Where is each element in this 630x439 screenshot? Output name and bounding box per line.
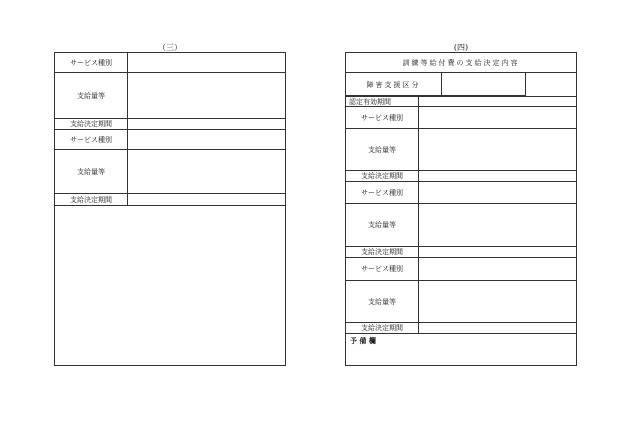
right-service-type-row-1 — [346, 107, 576, 129]
right-form-panel — [345, 52, 577, 366]
right-service-type-row-2 — [346, 182, 576, 204]
right-service-type-row-3 — [346, 258, 576, 281]
right-amount-row-2 — [346, 204, 576, 247]
left-form-panel — [54, 52, 286, 366]
right-amount-row-1 — [346, 129, 576, 171]
period-label: 支給決定期間 — [361, 324, 403, 332]
service-type-label: サービス種別 — [70, 58, 112, 67]
left-period-row-2 — [55, 194, 285, 206]
remarks-label: 予 備 欄 — [350, 336, 376, 345]
left-amount-row-2 — [55, 150, 285, 194]
right-amount-row-3 — [346, 281, 576, 323]
disability-class-label: 障害支援区分 — [366, 80, 421, 89]
amount-label: 支給量等 — [368, 221, 396, 229]
amount-label: 支給量等 — [368, 145, 396, 154]
cert-period-row — [346, 96, 576, 107]
amount-label: 支給量等 — [77, 167, 105, 176]
period-label: 支給決定期間 — [70, 120, 112, 128]
right-period-row-3 — [346, 323, 576, 334]
service-type-label: サービス種別 — [70, 135, 112, 144]
amount-label: 支給量等 — [368, 297, 396, 306]
left-service-type-row-1 — [55, 53, 285, 73]
right-title-row — [346, 53, 576, 73]
left-amount-row-1 — [55, 73, 285, 119]
period-label: 支給決定期間 — [361, 248, 403, 256]
right-page-number: (四) — [453, 43, 469, 52]
left-period-row-1 — [55, 119, 285, 130]
right-period-row-1 — [346, 171, 576, 182]
form-title: 訓練等給付費の支給決定内容 — [402, 58, 520, 67]
left-service-type-row-2 — [55, 130, 285, 150]
left-page-number: （三） — [158, 43, 182, 52]
right-period-row-2 — [346, 247, 576, 258]
cert-period-label: 認定有効期間 — [349, 97, 391, 106]
service-type-label: サービス種別 — [361, 113, 403, 122]
amount-label: 支給量等 — [77, 91, 105, 100]
period-label: 支給決定期間 — [70, 195, 112, 204]
period-label: 支給決定期間 — [361, 172, 403, 180]
service-type-label: サービス種別 — [361, 188, 403, 197]
service-type-label: サービス種別 — [361, 265, 403, 273]
